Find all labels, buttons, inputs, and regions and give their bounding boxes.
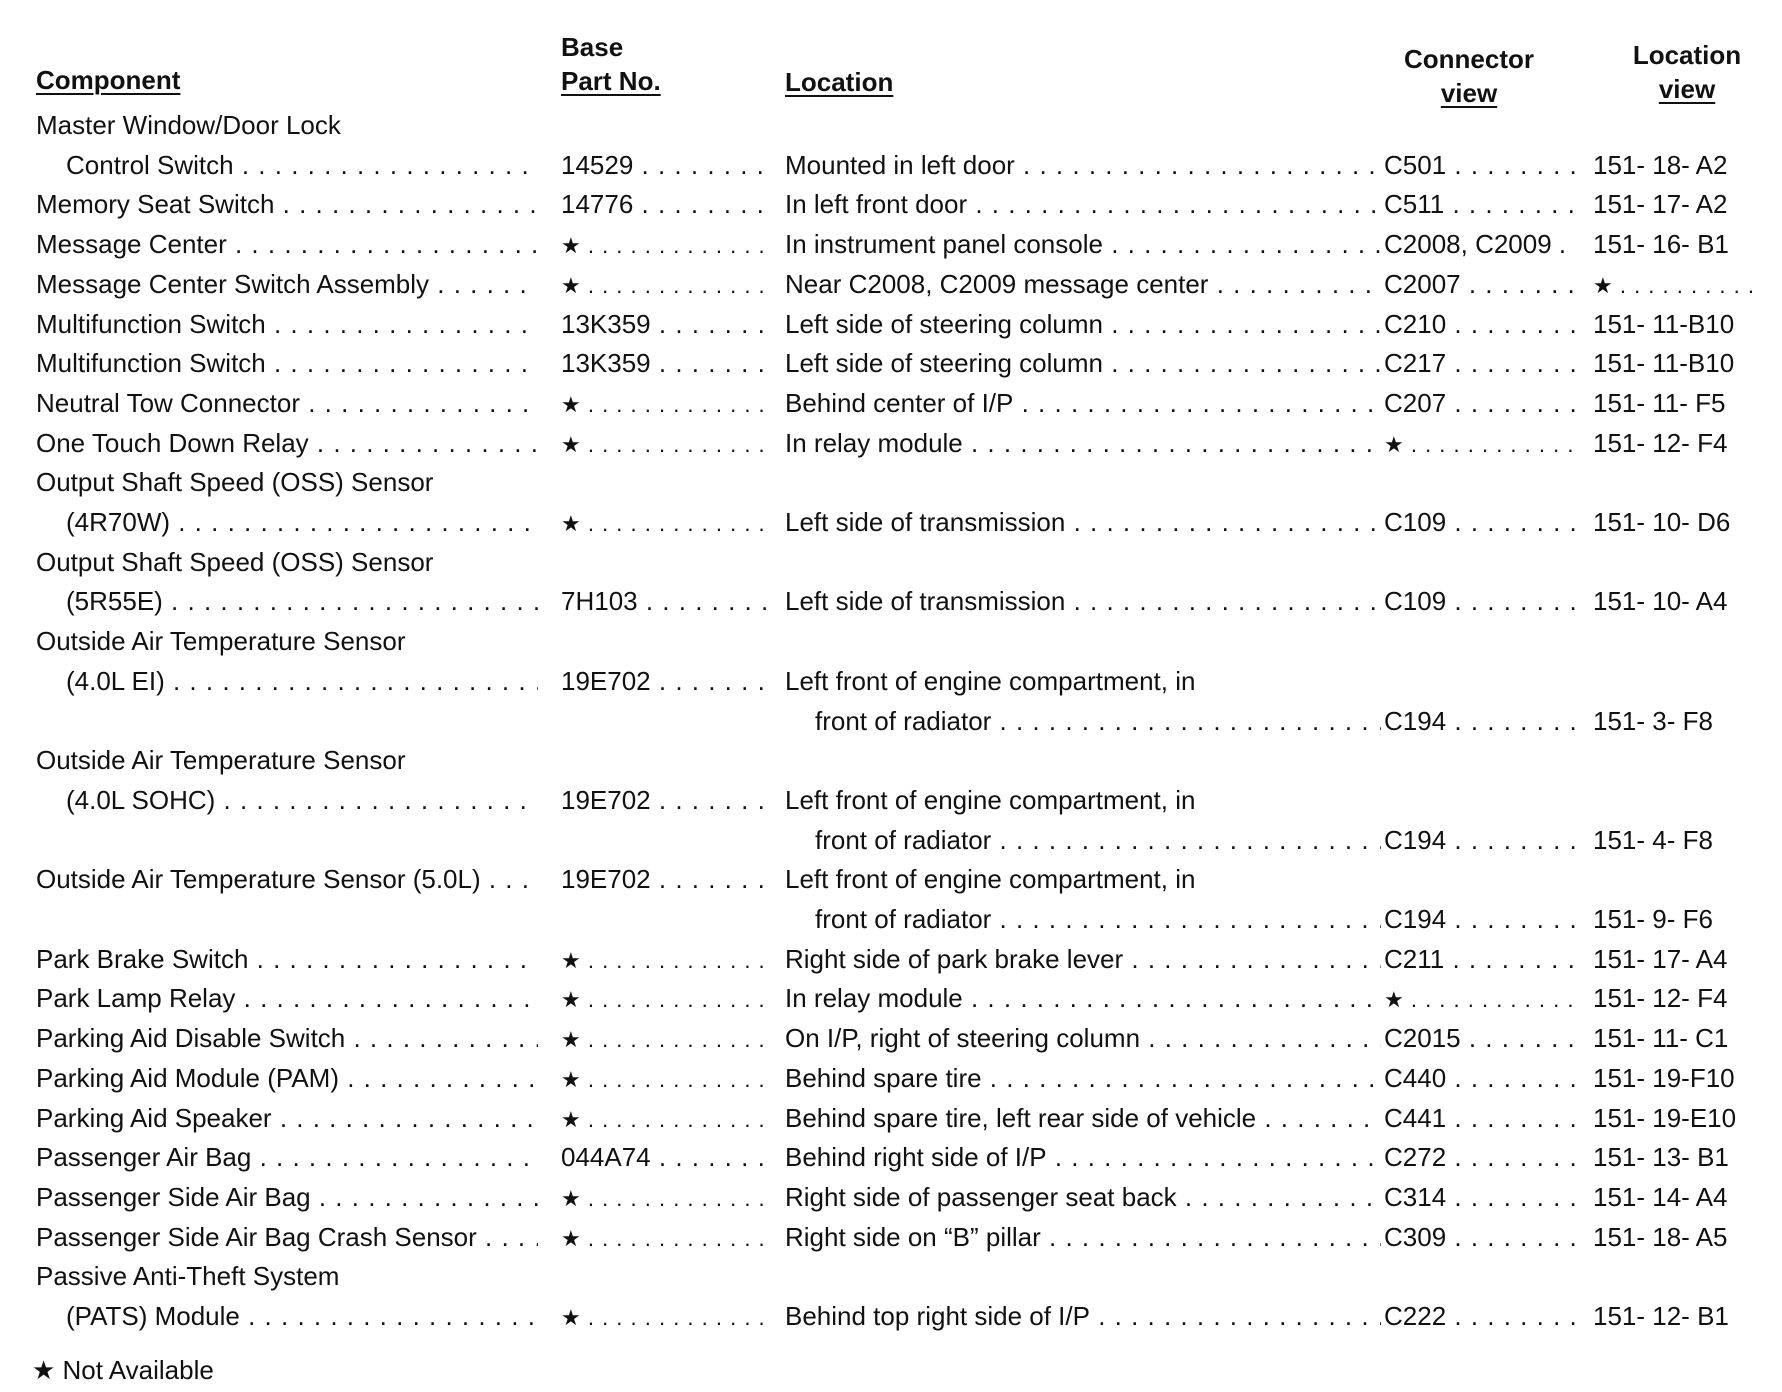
connector-view-cell bbox=[1384, 701, 1575, 741]
location-cell bbox=[785, 939, 1381, 979]
table-row bbox=[0, 542, 1782, 582]
location-cell bbox=[785, 145, 1381, 185]
connector-view-cell-text: C207 . . . bbox=[1384, 388, 1575, 418]
location-view-cell-text: 151- 14- A4 bbox=[1593, 1182, 1728, 1212]
component-cell bbox=[36, 1058, 538, 1098]
location-view-cell bbox=[1593, 423, 1753, 463]
location-cell bbox=[785, 264, 1381, 304]
table-row bbox=[0, 621, 1782, 661]
component-cell-text: (4R70W) . . . bbox=[66, 507, 538, 537]
component-cell-text: Outside Air Temperature Sensor (5.0L) . . . bbox=[36, 864, 538, 894]
component-cell bbox=[36, 1217, 538, 1257]
component-cell bbox=[36, 264, 538, 304]
table-row bbox=[0, 1018, 1782, 1058]
part-number-cell-text: ★ . . . bbox=[561, 1226, 773, 1251]
location-cell bbox=[785, 661, 1381, 701]
location-cell bbox=[785, 383, 1381, 423]
component-cell bbox=[36, 939, 538, 979]
part-number-cell bbox=[561, 145, 773, 185]
location-view-cell-text: 151- 16- B1 bbox=[1593, 229, 1729, 259]
part-number-cell-text: ★ . . . bbox=[561, 432, 773, 457]
component-cell bbox=[36, 184, 538, 224]
header-connector-line1: Connector bbox=[1404, 44, 1534, 74]
location-cell bbox=[785, 899, 1381, 939]
component-cell bbox=[36, 859, 538, 899]
component-cell bbox=[36, 978, 538, 1018]
header-location-label: Location bbox=[785, 67, 894, 97]
table-row bbox=[0, 1296, 1782, 1336]
location-view-cell-text: 151- 11- C1 bbox=[1593, 1023, 1729, 1053]
location-cell-text: On I/P, right of steering column . . . bbox=[785, 1023, 1381, 1053]
location-view-cell-text: 151- 11- F5 bbox=[1593, 388, 1726, 418]
connector-view-cell bbox=[1384, 502, 1575, 542]
location-cell-text: Right side on “B” pillar . . . bbox=[785, 1222, 1381, 1252]
part-number-cell bbox=[561, 343, 773, 383]
location-view-cell bbox=[1593, 145, 1753, 185]
part-number-cell bbox=[561, 859, 773, 899]
component-cell bbox=[36, 502, 538, 542]
location-cell bbox=[785, 1098, 1381, 1138]
location-cell-text: Left side of steering column . . . bbox=[785, 309, 1381, 339]
connector-view-cell-text: C194 . . . bbox=[1384, 904, 1575, 934]
location-cell-text: Behind right side of I/P . . . bbox=[785, 1142, 1381, 1172]
header-location-view-line2: view bbox=[1658, 74, 1716, 104]
location-view-cell bbox=[1593, 343, 1753, 383]
location-cell-text: In relay module . . . bbox=[785, 428, 1381, 458]
part-number-cell-text: 13K359 . . . bbox=[561, 348, 773, 378]
component-cell bbox=[36, 462, 538, 502]
location-cell-text: Behind center of I/P . . . bbox=[785, 388, 1381, 418]
connector-view-cell bbox=[1384, 383, 1575, 423]
component-cell-text: Control Switch . . . bbox=[66, 150, 538, 180]
location-view-cell-text: 151- 12- B1 bbox=[1593, 1301, 1729, 1331]
part-number-cell bbox=[561, 780, 773, 820]
header-base-part bbox=[561, 30, 661, 98]
location-cell bbox=[785, 1296, 1381, 1336]
table-row bbox=[0, 780, 1782, 820]
location-cell-text: Right side of passenger seat back . . . bbox=[785, 1182, 1381, 1212]
location-view-cell bbox=[1593, 304, 1753, 344]
location-cell bbox=[785, 1177, 1381, 1217]
table-row bbox=[0, 978, 1782, 1018]
header-connector-view bbox=[1384, 42, 1554, 110]
part-number-cell bbox=[561, 661, 773, 701]
location-view-cell-text: 151- 3- F8 bbox=[1593, 706, 1713, 736]
location-view-cell-text: 151- 12- F4 bbox=[1593, 428, 1728, 458]
table-row bbox=[0, 1217, 1782, 1257]
connector-view-cell-text: C109 . . . bbox=[1384, 507, 1575, 537]
table-row bbox=[0, 105, 1782, 145]
location-cell-text: front of radiator . . . bbox=[815, 904, 1381, 934]
location-view-cell bbox=[1593, 899, 1753, 939]
part-number-cell bbox=[561, 224, 773, 264]
location-view-cell bbox=[1593, 581, 1753, 621]
location-cell-text: Behind top right side of I/P . . . bbox=[785, 1301, 1381, 1331]
connector-view-cell bbox=[1384, 939, 1575, 979]
component-cell-text: Multifunction Switch . . . bbox=[36, 309, 538, 339]
location-cell-text: In relay module . . . bbox=[785, 983, 1381, 1013]
part-number-cell bbox=[561, 383, 773, 423]
location-view-cell bbox=[1593, 978, 1753, 1018]
part-number-cell-text: 19E702 . . . bbox=[561, 785, 773, 815]
header-component-label: Component bbox=[36, 65, 181, 95]
part-number-cell-text: ★ . . . bbox=[561, 1305, 773, 1330]
location-cell bbox=[785, 1018, 1381, 1058]
part-number-cell-text: 19E702 . . . bbox=[561, 864, 773, 894]
location-view-cell bbox=[1593, 264, 1753, 304]
part-number-cell bbox=[561, 1296, 773, 1336]
location-view-cell bbox=[1593, 383, 1753, 423]
connector-view-cell-text: C272 . . . bbox=[1384, 1142, 1575, 1172]
location-view-cell bbox=[1593, 1058, 1753, 1098]
part-number-cell-text: ★ . . . bbox=[561, 948, 773, 973]
location-cell bbox=[785, 780, 1381, 820]
component-cell-text: Parking Aid Speaker . . . bbox=[36, 1103, 538, 1133]
table-row bbox=[0, 184, 1782, 224]
connector-view-cell-text: C309 . . . bbox=[1384, 1222, 1575, 1252]
part-number-cell bbox=[561, 1058, 773, 1098]
connector-view-cell bbox=[1384, 899, 1575, 939]
connector-view-cell-text: C314 . . . bbox=[1384, 1182, 1575, 1212]
location-cell bbox=[785, 304, 1381, 344]
table-row bbox=[0, 423, 1782, 463]
connector-view-cell bbox=[1384, 1018, 1575, 1058]
connector-view-cell bbox=[1384, 1058, 1575, 1098]
part-number-cell bbox=[561, 1217, 773, 1257]
connector-view-cell-text: C217 . . . bbox=[1384, 348, 1575, 378]
location-cell bbox=[785, 224, 1381, 264]
table-row bbox=[0, 343, 1782, 383]
connector-view-cell bbox=[1384, 343, 1575, 383]
location-view-cell bbox=[1593, 502, 1753, 542]
component-cell-text: (4.0L EI) . . . bbox=[66, 666, 538, 696]
location-cell-text: Behind spare tire, left rear side of vehicle . . . bbox=[785, 1103, 1381, 1133]
component-cell bbox=[36, 1098, 538, 1138]
location-cell-text: Left front of engine compartment, in bbox=[785, 666, 1196, 696]
component-cell-text: Outside Air Temperature Sensor bbox=[36, 626, 406, 656]
location-cell bbox=[785, 343, 1381, 383]
location-cell bbox=[785, 1137, 1381, 1177]
component-cell bbox=[36, 581, 538, 621]
location-cell-text: Right side of park brake lever . . . bbox=[785, 944, 1381, 974]
location-view-cell bbox=[1593, 184, 1753, 224]
location-view-cell-text: 151- 13- B1 bbox=[1593, 1142, 1729, 1172]
component-cell-text: Message Center Switch Assembly . . . bbox=[36, 269, 538, 299]
connector-view-cell bbox=[1384, 264, 1575, 304]
connector-view-cell bbox=[1384, 423, 1575, 463]
component-cell-text: Park Brake Switch . . . bbox=[36, 944, 538, 974]
location-cell bbox=[785, 502, 1381, 542]
part-number-cell bbox=[561, 423, 773, 463]
location-view-cell-text: 151- 10- D6 bbox=[1593, 507, 1731, 537]
table-row bbox=[0, 740, 1782, 780]
component-cell bbox=[36, 780, 538, 820]
connector-view-cell bbox=[1384, 145, 1575, 185]
table-row bbox=[0, 1058, 1782, 1098]
location-view-cell-text: 151- 19-E10 bbox=[1593, 1103, 1737, 1133]
part-number-cell-text: ★ . . . bbox=[561, 1067, 773, 1092]
part-number-cell bbox=[561, 1018, 773, 1058]
connector-view-cell bbox=[1384, 304, 1575, 344]
table-row bbox=[0, 224, 1782, 264]
component-cell bbox=[36, 542, 538, 582]
component-cell bbox=[36, 1256, 538, 1296]
location-cell bbox=[785, 978, 1381, 1018]
connector-view-cell bbox=[1384, 1217, 1575, 1257]
component-cell-text: Output Shaft Speed (OSS) Sensor bbox=[36, 467, 434, 497]
legend-not-available: ★ Not Available bbox=[32, 1355, 214, 1385]
component-cell-text: Master Window/Door Lock bbox=[36, 110, 341, 140]
component-cell bbox=[36, 423, 538, 463]
location-view-cell-text: ★ . . . bbox=[1593, 273, 1753, 298]
location-view-cell bbox=[1593, 939, 1753, 979]
connector-view-cell-text: C511 . . . bbox=[1384, 189, 1575, 219]
component-cell-text: One Touch Down Relay . . . bbox=[36, 428, 538, 458]
connector-view-cell bbox=[1384, 820, 1575, 860]
location-view-cell-text: 151- 9- F6 bbox=[1593, 904, 1713, 934]
part-number-cell-text: ★ . . . bbox=[561, 1107, 773, 1132]
location-cell-text: Left side of transmission . . . bbox=[785, 507, 1381, 537]
location-cell bbox=[785, 859, 1381, 899]
component-cell-text: (4.0L SOHC) . . . bbox=[66, 785, 538, 815]
connector-view-cell-text: C210 . . . bbox=[1384, 309, 1575, 339]
table-row bbox=[0, 304, 1782, 344]
location-view-cell bbox=[1593, 820, 1753, 860]
component-cell-text: Neutral Tow Connector . . . bbox=[36, 388, 538, 418]
connector-view-cell bbox=[1384, 1177, 1575, 1217]
location-view-cell bbox=[1593, 224, 1753, 264]
connector-view-cell-text: C2007 . . . bbox=[1384, 269, 1575, 299]
table-row bbox=[0, 264, 1782, 304]
location-view-cell bbox=[1593, 1177, 1753, 1217]
table-row bbox=[0, 899, 1782, 939]
location-cell-text: front of radiator . . . bbox=[815, 706, 1381, 736]
header-location bbox=[785, 65, 893, 99]
component-cell-text: Passenger Air Bag . . . bbox=[36, 1142, 538, 1172]
component-cell-text: Park Lamp Relay . . . bbox=[36, 983, 538, 1013]
part-number-cell-text: ★ . . . bbox=[561, 273, 773, 298]
component-cell bbox=[36, 661, 538, 701]
location-cell bbox=[785, 820, 1381, 860]
location-cell-text: Left side of transmission . . . bbox=[785, 586, 1381, 616]
location-view-cell-text: 151- 18- A2 bbox=[1593, 150, 1728, 180]
component-cell-text: Output Shaft Speed (OSS) Sensor bbox=[36, 547, 434, 577]
header-connector-line2: view bbox=[1440, 78, 1498, 108]
location-view-cell-text: 151- 12- F4 bbox=[1593, 983, 1728, 1013]
location-cell bbox=[785, 581, 1381, 621]
location-cell-text: Mounted in left door . . . bbox=[785, 150, 1381, 180]
component-cell-text: (PATS) Module . . . bbox=[66, 1301, 538, 1331]
component-cell bbox=[36, 1137, 538, 1177]
part-number-cell bbox=[561, 1177, 773, 1217]
location-view-cell-text: 151- 18- A5 bbox=[1593, 1222, 1728, 1252]
component-cell-text: Passive Anti-Theft System bbox=[36, 1261, 340, 1291]
connector-view-cell-text: C2008, C2009 . . . . bbox=[1384, 229, 1575, 259]
component-cell-text: Parking Aid Module (PAM) . . . bbox=[36, 1063, 538, 1093]
location-view-cell-text: 151- 4- F8 bbox=[1593, 825, 1713, 855]
part-number-cell-text: 14776 . . . bbox=[561, 189, 773, 219]
component-cell-text: Parking Aid Disable Switch . . . bbox=[36, 1023, 538, 1053]
location-cell bbox=[785, 1058, 1381, 1098]
location-view-cell bbox=[1593, 1137, 1753, 1177]
part-number-cell bbox=[561, 1137, 773, 1177]
part-number-cell-text: 19E702 . . . bbox=[561, 666, 773, 696]
location-view-cell-text: 151- 17- A2 bbox=[1593, 189, 1728, 219]
location-cell-text: Behind spare tire . . . bbox=[785, 1063, 1381, 1093]
connector-view-cell-text: C211 . . . bbox=[1384, 944, 1575, 974]
location-cell bbox=[785, 1217, 1381, 1257]
part-number-cell bbox=[561, 1098, 773, 1138]
location-cell-text: In left front door . . . bbox=[785, 189, 1381, 219]
component-cell bbox=[36, 1018, 538, 1058]
component-cell-text: Outside Air Temperature Sensor bbox=[36, 745, 406, 775]
location-cell-text: Left side of steering column . . . bbox=[785, 348, 1381, 378]
part-number-cell bbox=[561, 304, 773, 344]
connector-view-cell bbox=[1384, 1296, 1575, 1336]
component-cell-text: Passenger Side Air Bag . . . bbox=[36, 1182, 538, 1212]
part-number-cell bbox=[561, 978, 773, 1018]
part-number-cell-text: ★ . . . bbox=[561, 511, 773, 536]
header-location-view-line1: Location bbox=[1632, 40, 1742, 70]
location-view-cell-text: 151- 11-B10 bbox=[1593, 348, 1735, 378]
component-cell-text: Passenger Side Air Bag Crash Sensor . . . bbox=[36, 1222, 538, 1252]
component-cell bbox=[36, 1177, 538, 1217]
connector-view-cell bbox=[1384, 1098, 1575, 1138]
part-number-cell bbox=[561, 264, 773, 304]
connector-view-cell-text: C194 . . . bbox=[1384, 706, 1575, 736]
part-number-cell-text: ★ . . . bbox=[561, 987, 773, 1012]
part-number-cell-text: ★ . . . bbox=[561, 1027, 773, 1052]
location-cell bbox=[785, 423, 1381, 463]
header-base-part-line2: Part No. bbox=[561, 66, 661, 96]
component-cell-text: Multifunction Switch . . . bbox=[36, 348, 538, 378]
table-row bbox=[0, 661, 1782, 701]
component-cell bbox=[36, 343, 538, 383]
location-cell bbox=[785, 184, 1381, 224]
connector-view-cell-text: C194 . . . bbox=[1384, 825, 1575, 855]
location-view-cell-text: 151- 19-F10 bbox=[1593, 1063, 1735, 1093]
header-base-part-line1: Base bbox=[561, 32, 624, 62]
location-cell-text: Left front of engine compartment, in bbox=[785, 864, 1196, 894]
table-row bbox=[0, 820, 1782, 860]
connector-view-cell bbox=[1384, 184, 1575, 224]
component-cell bbox=[36, 105, 538, 145]
location-view-cell bbox=[1593, 1018, 1753, 1058]
location-view-cell-text: 151- 10- A4 bbox=[1593, 586, 1728, 616]
connector-view-cell-text: ★ . . . bbox=[1384, 987, 1575, 1012]
location-view-cell-text: 151- 11-B10 bbox=[1593, 309, 1735, 339]
part-number-cell-text: ★ . . . bbox=[561, 392, 773, 417]
location-cell-text: In instrument panel console . . . bbox=[785, 229, 1381, 259]
connector-view-cell-text: C2015 . . . bbox=[1384, 1023, 1575, 1053]
table-row bbox=[0, 462, 1782, 502]
component-cell bbox=[36, 1296, 538, 1336]
connector-view-cell bbox=[1384, 1137, 1575, 1177]
table-row bbox=[0, 859, 1782, 899]
table-row bbox=[0, 581, 1782, 621]
location-cell-text: Near C2008, C2009 message center . . . bbox=[785, 269, 1381, 299]
location-view-cell bbox=[1593, 1296, 1753, 1336]
part-number-cell bbox=[561, 939, 773, 979]
table-row bbox=[0, 1098, 1782, 1138]
location-cell-text: front of radiator . . . bbox=[815, 825, 1381, 855]
part-number-cell bbox=[561, 581, 773, 621]
header-location-view bbox=[1612, 38, 1762, 106]
part-number-cell-text: ★ . . . bbox=[561, 233, 773, 258]
connector-view-cell bbox=[1384, 978, 1575, 1018]
location-view-cell bbox=[1593, 1217, 1753, 1257]
part-number-cell-text: 14529 . . . bbox=[561, 150, 773, 180]
table-row bbox=[0, 145, 1782, 185]
component-cell bbox=[36, 383, 538, 423]
part-number-cell bbox=[561, 184, 773, 224]
table-row bbox=[0, 1177, 1782, 1217]
component-cell-text: (5R55E) . . . bbox=[66, 586, 538, 616]
location-view-cell bbox=[1593, 1098, 1753, 1138]
table-row bbox=[0, 1137, 1782, 1177]
location-cell bbox=[785, 701, 1381, 741]
part-number-cell-text: 13K359 . . . bbox=[561, 309, 773, 339]
connector-view-cell-text: C441 . . . bbox=[1384, 1103, 1575, 1133]
part-number-cell-text: ★ . . . bbox=[561, 1186, 773, 1211]
component-cell-text: Memory Seat Switch . . . bbox=[36, 189, 538, 219]
connector-view-cell bbox=[1384, 224, 1575, 264]
connector-view-cell bbox=[1384, 581, 1575, 621]
table-row bbox=[0, 383, 1782, 423]
component-cell bbox=[36, 621, 538, 661]
table-row bbox=[0, 1256, 1782, 1296]
location-view-cell-text: 151- 17- A4 bbox=[1593, 944, 1728, 974]
table-row bbox=[0, 701, 1782, 741]
connector-view-cell-text: C501 . . . bbox=[1384, 150, 1575, 180]
location-view-cell bbox=[1593, 701, 1753, 741]
part-number-cell-text: 044A74 . . . bbox=[561, 1142, 773, 1172]
component-cell bbox=[36, 304, 538, 344]
connector-view-cell-text: C440 . . . bbox=[1384, 1063, 1575, 1093]
part-number-cell bbox=[561, 502, 773, 542]
component-cell-text: Message Center . . . bbox=[36, 229, 538, 259]
table-row bbox=[0, 939, 1782, 979]
component-cell bbox=[36, 145, 538, 185]
table-row bbox=[0, 502, 1782, 542]
part-number-cell-text: 7H103 . . . bbox=[561, 586, 773, 616]
component-cell bbox=[36, 740, 538, 780]
connector-view-cell-text: ★ . . . bbox=[1384, 432, 1575, 457]
component-cell bbox=[36, 224, 538, 264]
location-cell-text: Left front of engine compartment, in bbox=[785, 785, 1196, 815]
header-component bbox=[36, 63, 180, 97]
connector-view-cell-text: C222 . . . bbox=[1384, 1301, 1575, 1331]
connector-view-cell-text: C109 . . . bbox=[1384, 586, 1575, 616]
